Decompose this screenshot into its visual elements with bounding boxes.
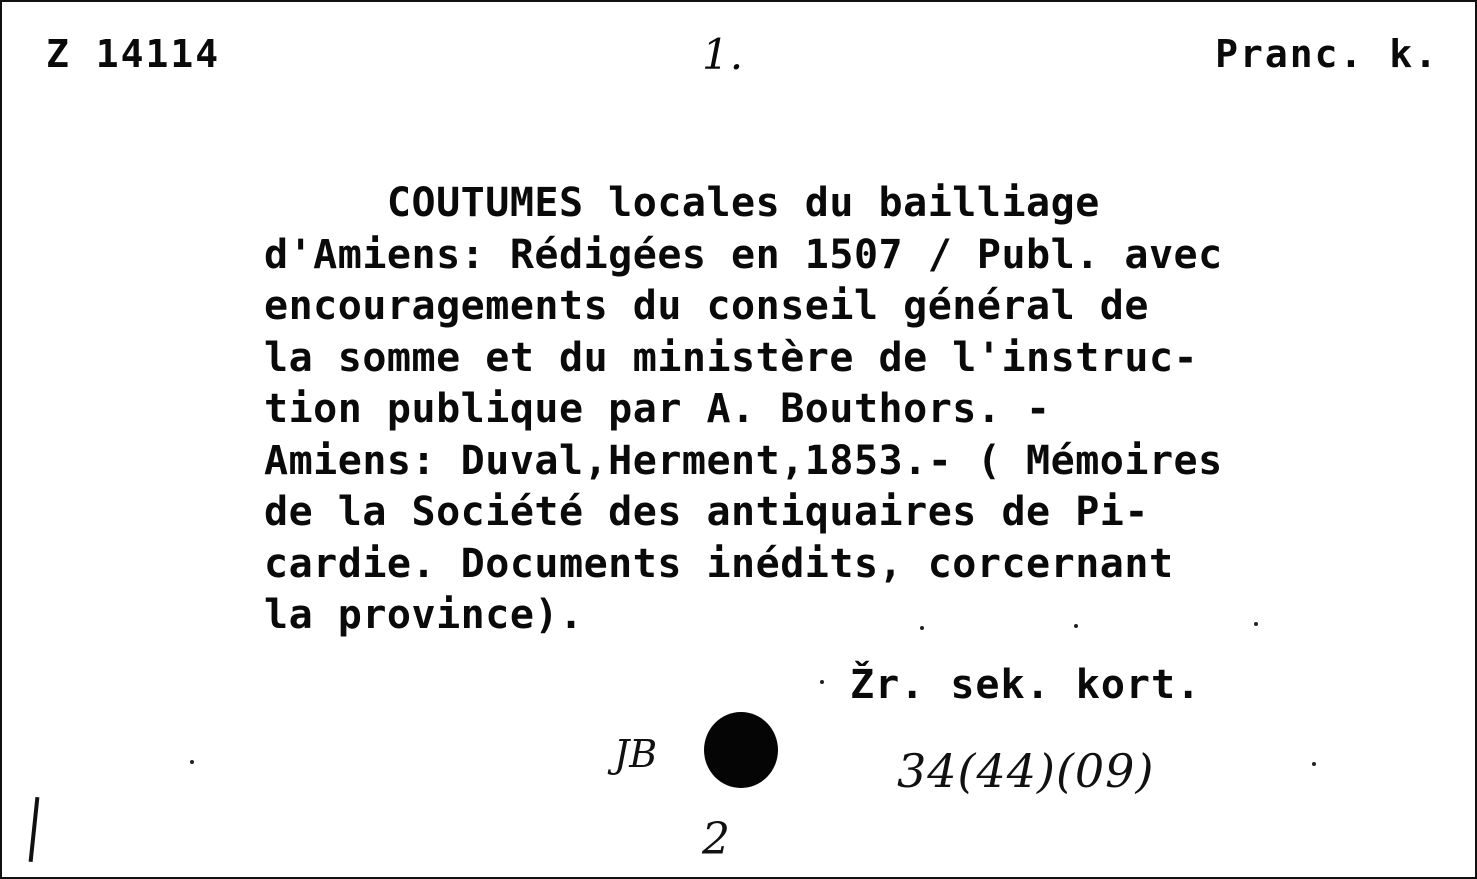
description-line: de la Société des antiquaires de Pi- xyxy=(264,489,1149,535)
description-line: cardie. Documents inédits, corcernant xyxy=(264,540,1174,587)
bibliographic-description xyxy=(264,178,1464,642)
description-line: Amiens: Duval,Herment,1853.- ( Mémoires xyxy=(264,437,1223,484)
card-number: 1. xyxy=(702,30,745,79)
call-number: Z 14114 xyxy=(46,32,221,76)
location-code: Pranc. k. xyxy=(1215,32,1439,76)
description-line: la province). xyxy=(264,592,584,638)
ink-speck xyxy=(190,760,194,764)
subject-note: Žr. sek. kort. xyxy=(850,662,1202,708)
description-line: d'Amiens: Rédigées en 1507 / Publ. avec xyxy=(264,231,1223,278)
ink-speck xyxy=(920,626,924,630)
margin-pencil-mark xyxy=(29,797,40,862)
ink-speck xyxy=(1312,762,1316,766)
ink-speck xyxy=(1254,622,1258,626)
copy-count: 2 xyxy=(702,814,730,865)
handwritten-initials: JB xyxy=(614,732,658,776)
ink-speck xyxy=(820,680,824,684)
description-line: COUTUMES locales du bailliage xyxy=(264,180,1100,226)
ink-stamp xyxy=(704,712,778,788)
ink-speck xyxy=(1074,624,1078,628)
description-line: la somme et du ministère de l'instruc- xyxy=(264,334,1199,381)
classification-number: 34(44)(09) xyxy=(897,744,1155,798)
description-line: encouragements du conseil général de xyxy=(264,283,1149,329)
description-line: tion publique par A. Bouthors. - xyxy=(264,386,1051,432)
